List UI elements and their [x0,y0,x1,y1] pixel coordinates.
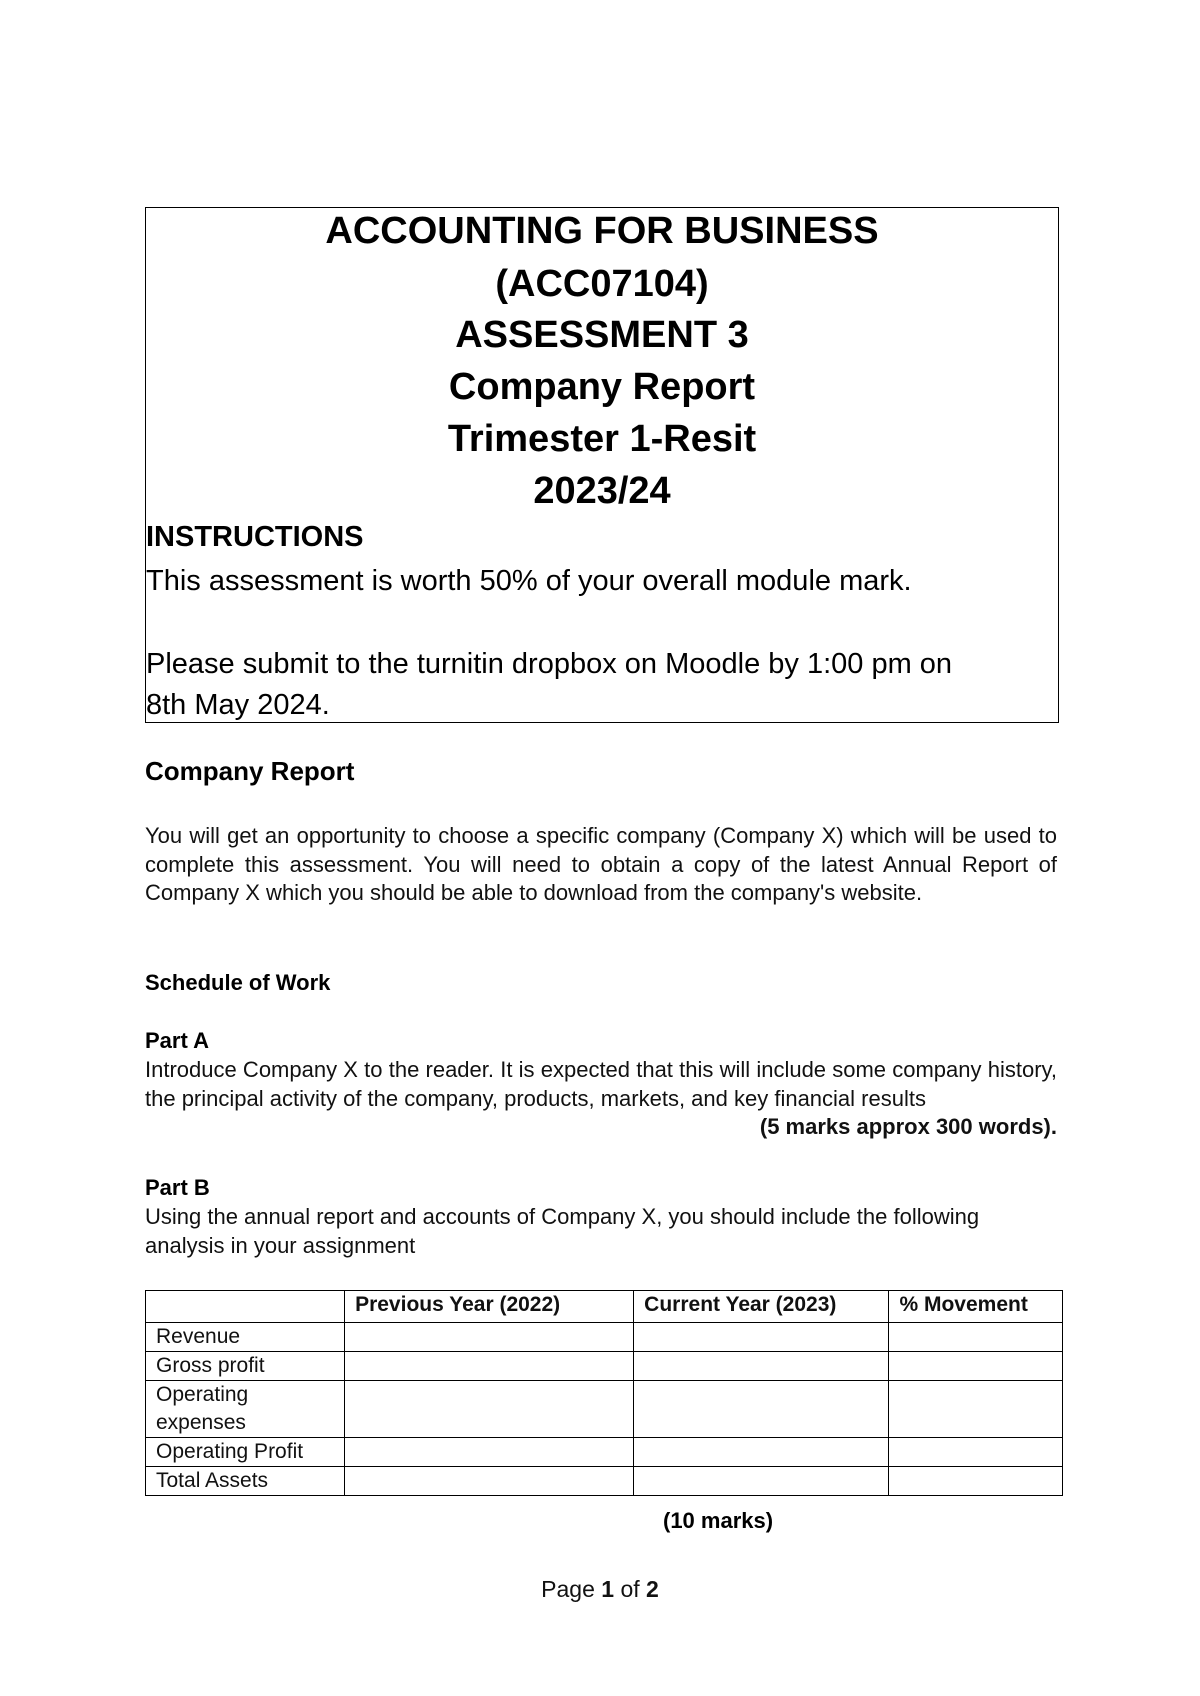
page-word: Page [541,1576,595,1602]
table-header-cell: Previous Year (2022) [345,1291,634,1323]
academic-year: 2023/24 [533,470,671,512]
module-code: (ACC07104) [495,263,709,305]
intro-paragraph: You will get an opportunity to choose a specific company (Company X) which will be used to complete this assessment. You will need to obtain a copy of the latest Annual Report of Company X which you should be able to download from the company's website. [145,823,1057,905]
page-number: 1 [601,1576,615,1602]
table-header-cell: % Movement [889,1291,1063,1323]
table-row [146,1467,1063,1496]
table-cell [345,1323,634,1352]
table-cell [889,1381,1063,1438]
report-title: Company Report [448,366,756,408]
total-pages: 2 [646,1576,659,1602]
table-cell [889,1323,1063,1352]
of-word: of [620,1576,640,1602]
part-b-marks: (10 marks) [663,1508,774,1533]
table-cell-label: Total Assets [146,1467,345,1496]
part-b-text: Using the annual report and accounts of Company X, you should include the following analysis in your assignment [145,1204,980,1258]
part-a-paragraph [145,1056,1057,1142]
table-header-cell [146,1291,345,1323]
instruction-submit: Please submit to the turnitin dropbox on Moodle by 1:00 pm on [146,648,953,680]
schedule-heading: Schedule of Work [145,970,331,995]
title-box [145,207,1059,723]
table-row [146,1438,1063,1467]
table-cell-label: Revenue [146,1323,345,1352]
table-cell [889,1467,1063,1496]
table-cell-label: Gross profit [146,1352,345,1381]
table-cell [345,1467,634,1496]
trimester-title: Trimester 1-Resit [447,418,757,460]
part-a-heading: Part A [145,1028,209,1053]
table-cell [634,1467,889,1496]
table-cell [889,1438,1063,1467]
table-cell [345,1381,634,1438]
assessment-title: ASSESSMENT 3 [455,314,749,356]
instruction-worth: This assessment is worth 50% of your overall module mark. [146,565,912,597]
table-cell [889,1352,1063,1381]
analysis-table [145,1290,1063,1496]
table-row [146,1381,1063,1438]
page-footer [0,1578,1200,1601]
table-row [146,1352,1063,1381]
table-cell [634,1438,889,1467]
instruction-date: 8th May 2024. [146,689,330,721]
part-b-heading: Part B [145,1175,210,1200]
part-a-text: Introduce Company X to the reader. It is expected that this will include some company history, the principal activity of the company, products, markets, and key financial results [145,1057,1057,1111]
table-cell [634,1352,889,1381]
section-heading: Company Report [145,756,355,786]
table-cell [634,1323,889,1352]
table-cell [345,1352,634,1381]
table-header-row [146,1291,1063,1323]
module-title: ACCOUNTING FOR BUSINESS [325,210,879,252]
table-cell-label: Operating expenses [146,1381,345,1438]
table-cell [345,1438,634,1467]
instructions-heading: INSTRUCTIONS [146,521,364,553]
table-cell [634,1381,889,1438]
table-row [146,1323,1063,1352]
table-header-cell: Current Year (2023) [634,1291,889,1323]
part-a-marks: (5 marks approx 300 words). [759,1114,1057,1139]
table-cell-label: Operating Profit [146,1438,345,1467]
